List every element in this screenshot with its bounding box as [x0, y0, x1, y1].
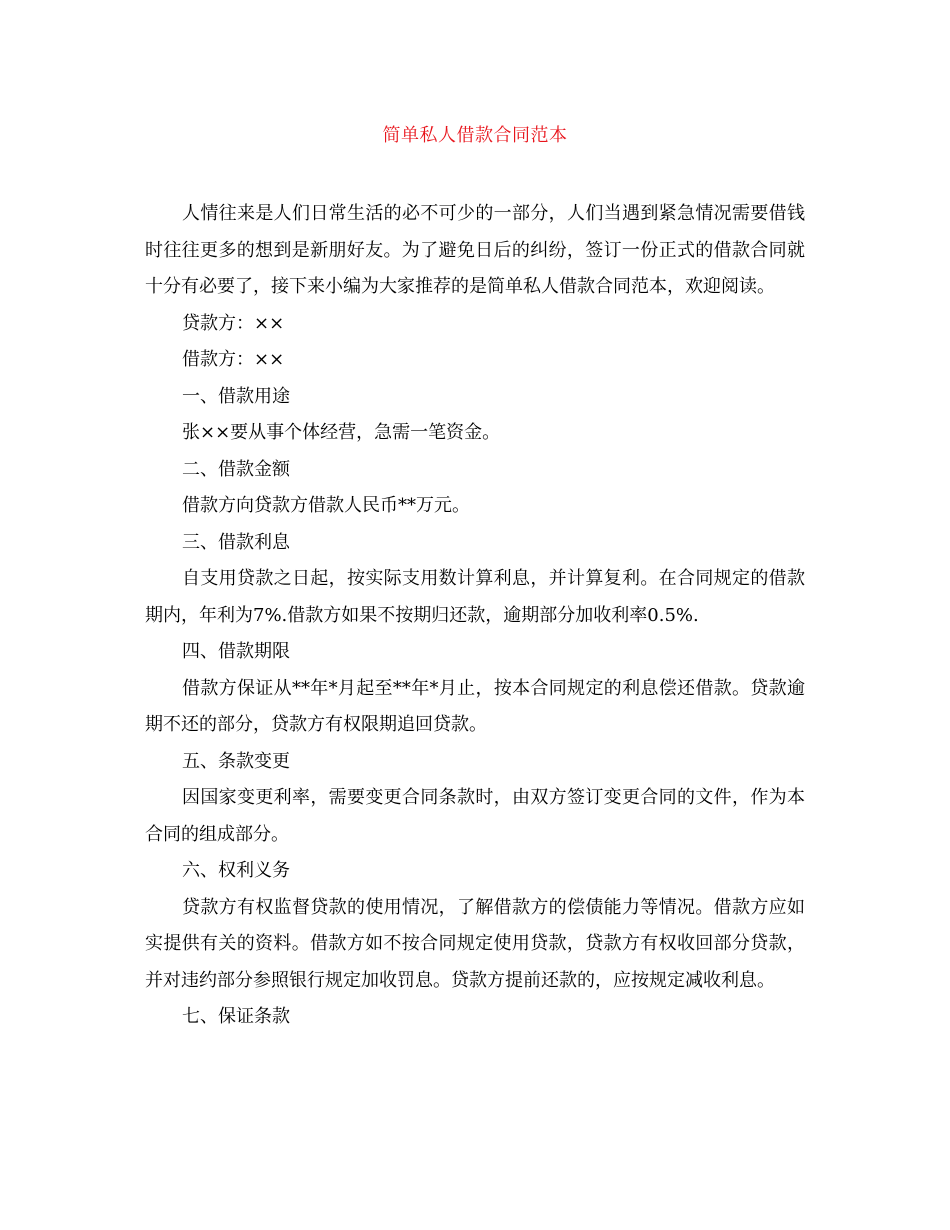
- document-title: 简单私人借款合同范本: [382, 125, 568, 146]
- borrower-line: 借款方：××: [182, 349, 285, 370]
- purpose-paragraph: 张××要从事个体经营，急需一笔资金。: [182, 422, 501, 443]
- section-heading-purpose: 一、借款用途: [182, 385, 290, 407]
- document-body: [145, 196, 805, 1036]
- rights-paragraph: 贷款方有权监督贷款的使用情况，了解借款方的偿债能力等情况。借款方应如实提供有关的资料。借款方如不按合同规定使用贷款，贷款方有权收回部分贷款，并对违约部分参照银行规定加收罚息。贷款方提前还款的，应按规定减收利息。: [145, 896, 805, 991]
- section-heading-term: 四、借款期限: [182, 641, 290, 662]
- intro-paragraph: 人情往来是人们日常生活的必不可少的一部分，人们当遇到紧急情况需要借钱时往往更多的想到是新朋好友。为了避免日后的纠纷，签订一份正式的借款合同就十分有必要了，接下来小编为大家推荐的是简单私人借款合同范本，欢迎阅读。: [145, 203, 805, 297]
- changes-paragraph: 因国家变更利率，需要变更合同条款时，由双方签订变更合同的文件，作为本合同的组成部分。: [145, 787, 805, 845]
- amount-paragraph: 借款方向贷款方借款人民币**万元。: [182, 495, 470, 516]
- interest-paragraph: 自支用贷款之日起，按实际支用数计算利息，并计算复利。在合同规定的借款期内，年利为7%.借款方如果不按期归还款，逾期部分加收利率0.5%.: [145, 568, 805, 626]
- section-heading-guarantee: 七、保证条款: [182, 1006, 290, 1027]
- section-heading-interest: 三、借款利息: [182, 531, 290, 553]
- section-heading-changes: 五、条款变更: [182, 750, 290, 772]
- lender-line: 贷款方：××: [182, 312, 285, 334]
- section-heading-rights: 六、权利义务: [182, 860, 290, 881]
- term-paragraph: 借款方保证从**年*月起至**年*月止，按本合同规定的利息偿还借款。贷款逾期不还的部分，贷款方有权限期追回贷款。: [145, 677, 805, 735]
- section-heading-amount: 二、借款金额: [182, 458, 290, 480]
